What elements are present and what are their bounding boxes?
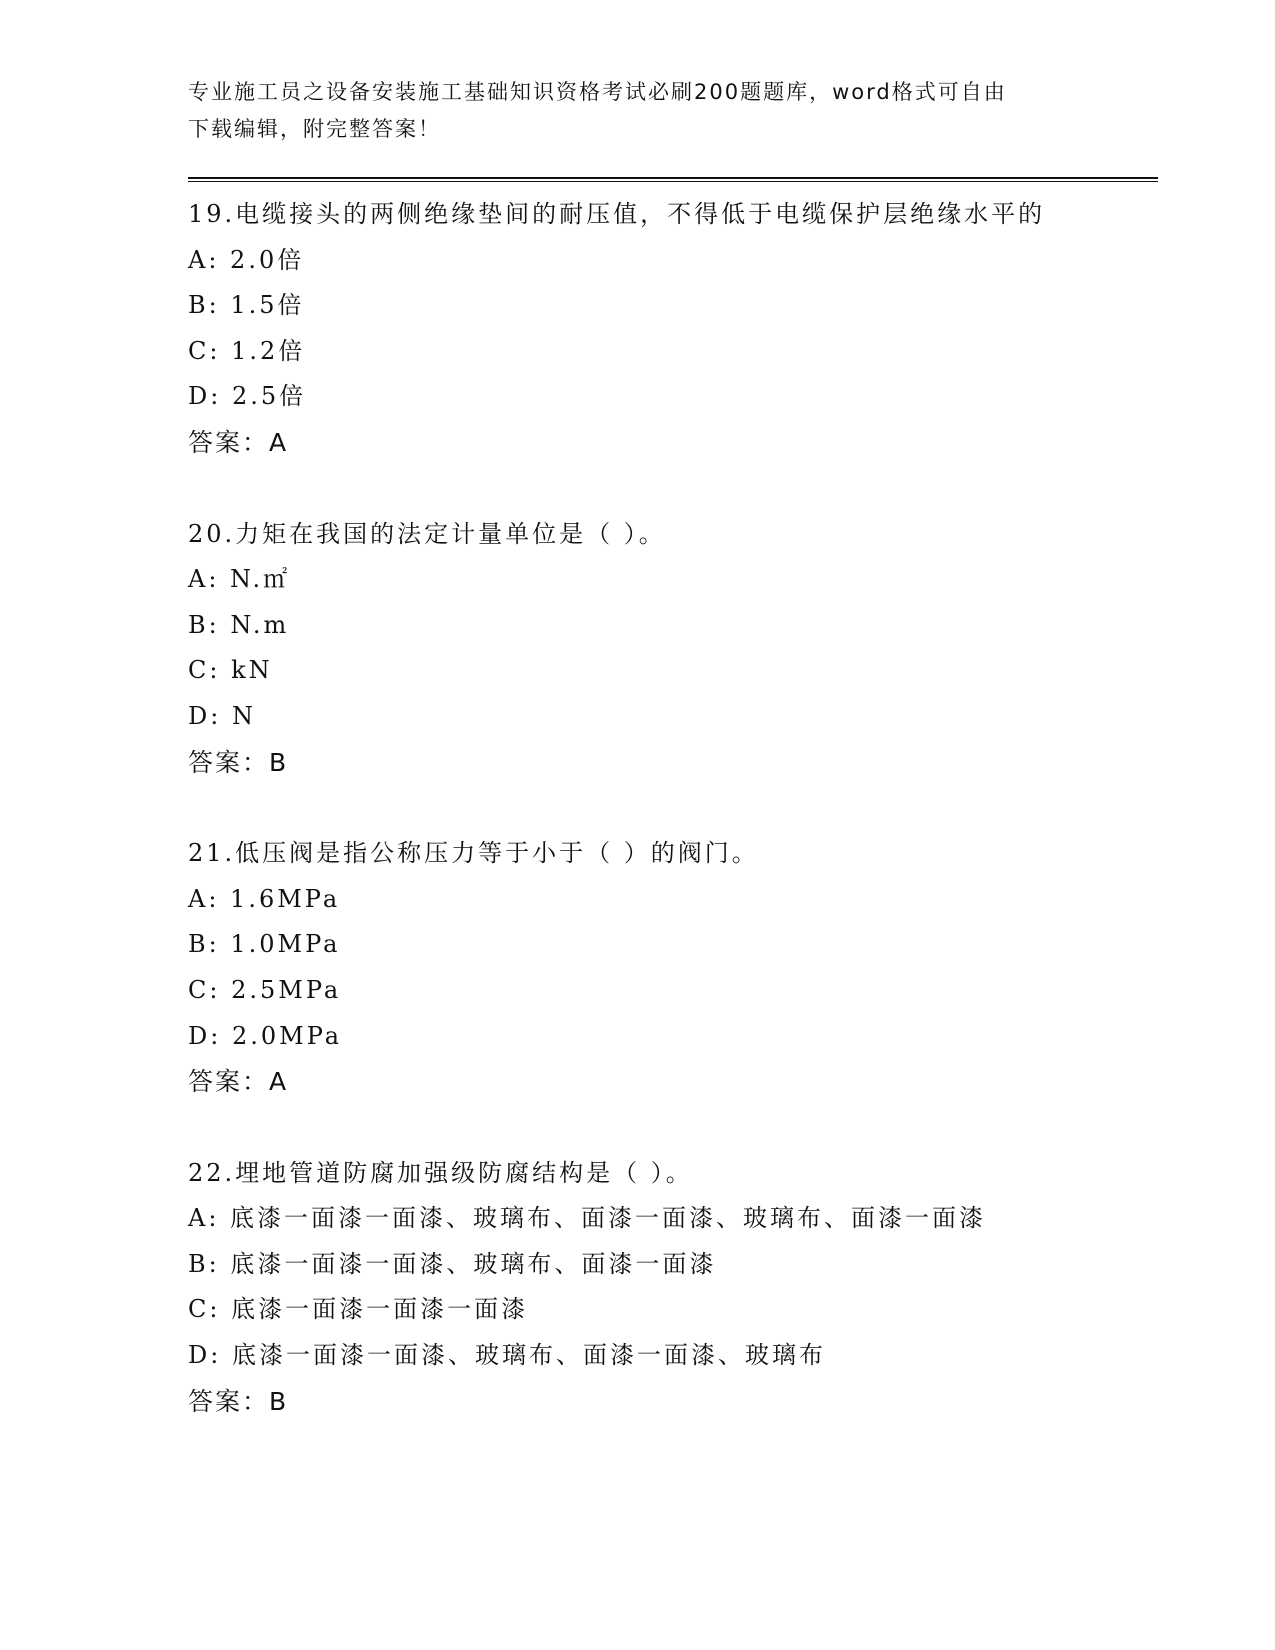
option-a: A: 1.6MPa <box>188 884 341 913</box>
option-b: B: N.m <box>188 610 290 639</box>
question-spacer <box>188 785 1158 831</box>
question-20 <box>188 512 1158 786</box>
question-21 <box>188 831 1158 1105</box>
option-d: D: 2.5倍 <box>188 382 307 411</box>
option-a: A: N.㎡ <box>188 565 291 594</box>
option-b: B: 1.0MPa <box>188 930 341 959</box>
option-c: C: 1.2倍 <box>188 336 306 365</box>
option-b: B: 1.5倍 <box>188 291 305 320</box>
option-d: D: 2.0MPa <box>188 1021 343 1050</box>
header-divider <box>188 177 1158 183</box>
answer: 答案：A <box>188 427 289 457</box>
question-19 <box>188 192 1158 466</box>
option-c: C: 底漆一面漆一面漆一面漆 <box>188 1295 529 1324</box>
question-text: 22.埋地管道防腐加强级防腐结构是（ ）。 <box>188 1158 693 1187</box>
document-header <box>188 74 1088 148</box>
question-text: 20.力矩在我国的法定计量单位是（ ）。 <box>188 519 666 548</box>
question-text: 21.低压阀是指公称压力等于小于（ ）的阀门。 <box>188 839 759 868</box>
option-d: D: 底漆一面漆一面漆、玻璃布、面漆一面漆、玻璃布 <box>188 1341 826 1370</box>
question-spacer <box>188 1105 1158 1151</box>
answer: 答案：B <box>188 747 289 777</box>
answer: 答案：A <box>188 1067 289 1097</box>
question-text: 19.电缆接头的两侧绝缘垫间的耐压值，不得低于电缆保护层绝缘水平的 <box>188 200 1046 228</box>
question-22 <box>188 1151 1158 1425</box>
question-spacer <box>188 466 1158 512</box>
option-a: A: 2.0倍 <box>188 245 305 274</box>
option-b: B: 底漆一面漆一面漆、玻璃布、面漆一面漆 <box>188 1249 717 1278</box>
header-line-1: 专业施工员之设备安装施工基础知识资格考试必刷200题题库，word格式可自由 <box>188 80 1007 104</box>
option-d: D: N <box>188 701 256 730</box>
answer: 答案：B <box>188 1386 289 1416</box>
header-line-2: 下载编辑，附完整答案！ <box>188 117 441 141</box>
option-a: A: 底漆一面漆一面漆、玻璃布、面漆一面漆、玻璃布、面漆一面漆 <box>188 1204 987 1233</box>
option-c: C: 2.5MPa <box>188 975 342 1004</box>
option-c: C: kN <box>188 656 273 685</box>
question-list <box>188 192 1158 1424</box>
